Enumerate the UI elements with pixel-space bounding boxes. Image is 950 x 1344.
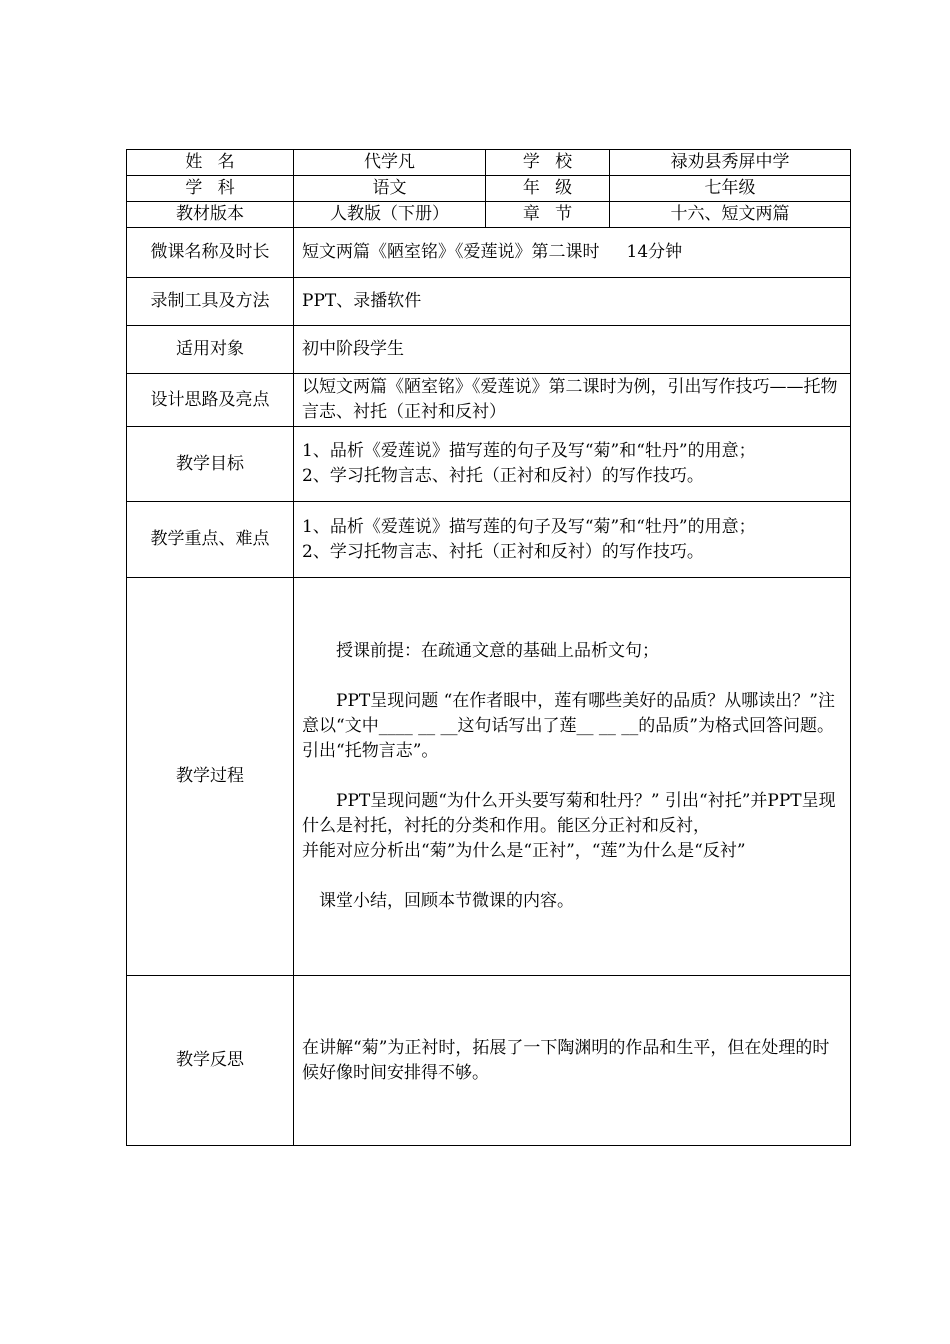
grade-label: 年级 <box>486 176 610 202</box>
school-label: 学校 <box>486 150 610 176</box>
row-design <box>127 374 851 427</box>
chapter-label: 章节 <box>486 202 610 228</box>
key-value <box>294 502 851 578</box>
subject-value: 语文 <box>294 176 486 202</box>
grade-value: 七年级 <box>610 176 851 202</box>
edition-value: 人教版（下册） <box>294 202 486 228</box>
row-subject-grade <box>127 176 851 202</box>
audience-value: 初中阶段学生 <box>294 326 851 374</box>
row-reflection <box>127 976 851 1146</box>
process-para-3b: 并能对应分析出“菊”为什么是“正衬”，“莲”为什么是“反衬” <box>302 841 746 861</box>
row-process <box>127 578 851 976</box>
tools-label: 录制工具及方法 <box>127 278 294 326</box>
process-label: 教学过程 <box>127 578 294 976</box>
row-tools <box>127 278 851 326</box>
design-label: 设计思路及亮点 <box>127 374 294 427</box>
row-title <box>127 228 851 278</box>
process-para-3a: PPT呈现问题“为什么开头要写菊和牡丹？” 引出“衬托”并PPT呈现什么是衬托，衬托的分类和作用。能区分正衬和反衬， <box>302 791 836 836</box>
key-label: 教学重点、难点 <box>127 502 294 578</box>
process-para-2: PPT呈现问题 “在作者眼中，莲有哪些美好的品质？从哪读出？”注意以“文中____ __ __这句话写出了莲__ __ __的品质”为格式回答问题。引出“托物言志”。 <box>302 691 836 761</box>
key-item-2: 2、学习托物言志、衬托（正衬和反衬）的写作技巧。 <box>302 541 704 562</box>
subject-label: 学科 <box>127 176 294 202</box>
title-value: 短文两篇《陋室铭》《爱莲说》第二课时 14分钟 <box>294 228 851 278</box>
reflection-value: 在讲解“菊”为正衬时，拓展了一下陶渊明的作品和生平，但在处理的时候好像时间安排得不够。 <box>294 976 851 1146</box>
lesson-info-table <box>126 149 851 1146</box>
audience-label: 适用对象 <box>127 326 294 374</box>
edition-label: 教材版本 <box>127 202 294 228</box>
school-value: 禄劝县秀屏中学 <box>610 150 851 176</box>
process-para-1: 授课前提：在疏通文意的基础上品析文句； <box>336 641 659 661</box>
goals-label: 教学目标 <box>127 427 294 502</box>
reflection-label: 教学反思 <box>127 976 294 1146</box>
process-para-4: 课堂小结，回顾本节微课的内容。 <box>319 891 574 911</box>
row-key-points <box>127 502 851 578</box>
goals-item-2: 2、学习托物言志、衬托（正衬和反衬）的写作技巧。 <box>302 466 704 486</box>
row-goals <box>127 427 851 502</box>
chapter-value: 十六、短文两篇 <box>610 202 851 228</box>
name-label: 姓名 <box>127 150 294 176</box>
name-value: 代学凡 <box>294 150 486 176</box>
row-edition-chapter <box>127 202 851 228</box>
title-label: 微课名称及时长 <box>127 228 294 278</box>
process-value <box>294 578 851 976</box>
row-audience <box>127 326 851 374</box>
row-name-school <box>127 150 851 176</box>
tools-value: PPT、录播软件 <box>294 278 851 326</box>
goals-value <box>294 427 851 502</box>
key-item-1: 1、品析《爱莲说》描写莲的句子及写“菊”和“牡丹”的用意； <box>302 516 756 537</box>
goals-item-1: 1、品析《爱莲说》描写莲的句子及写“菊”和“牡丹”的用意； <box>302 441 756 461</box>
design-value: 以短文两篇《陋室铭》《爱莲说》第二课时为例，引出写作技巧——托物言志、衬托（正衬和反衬） <box>294 374 851 427</box>
